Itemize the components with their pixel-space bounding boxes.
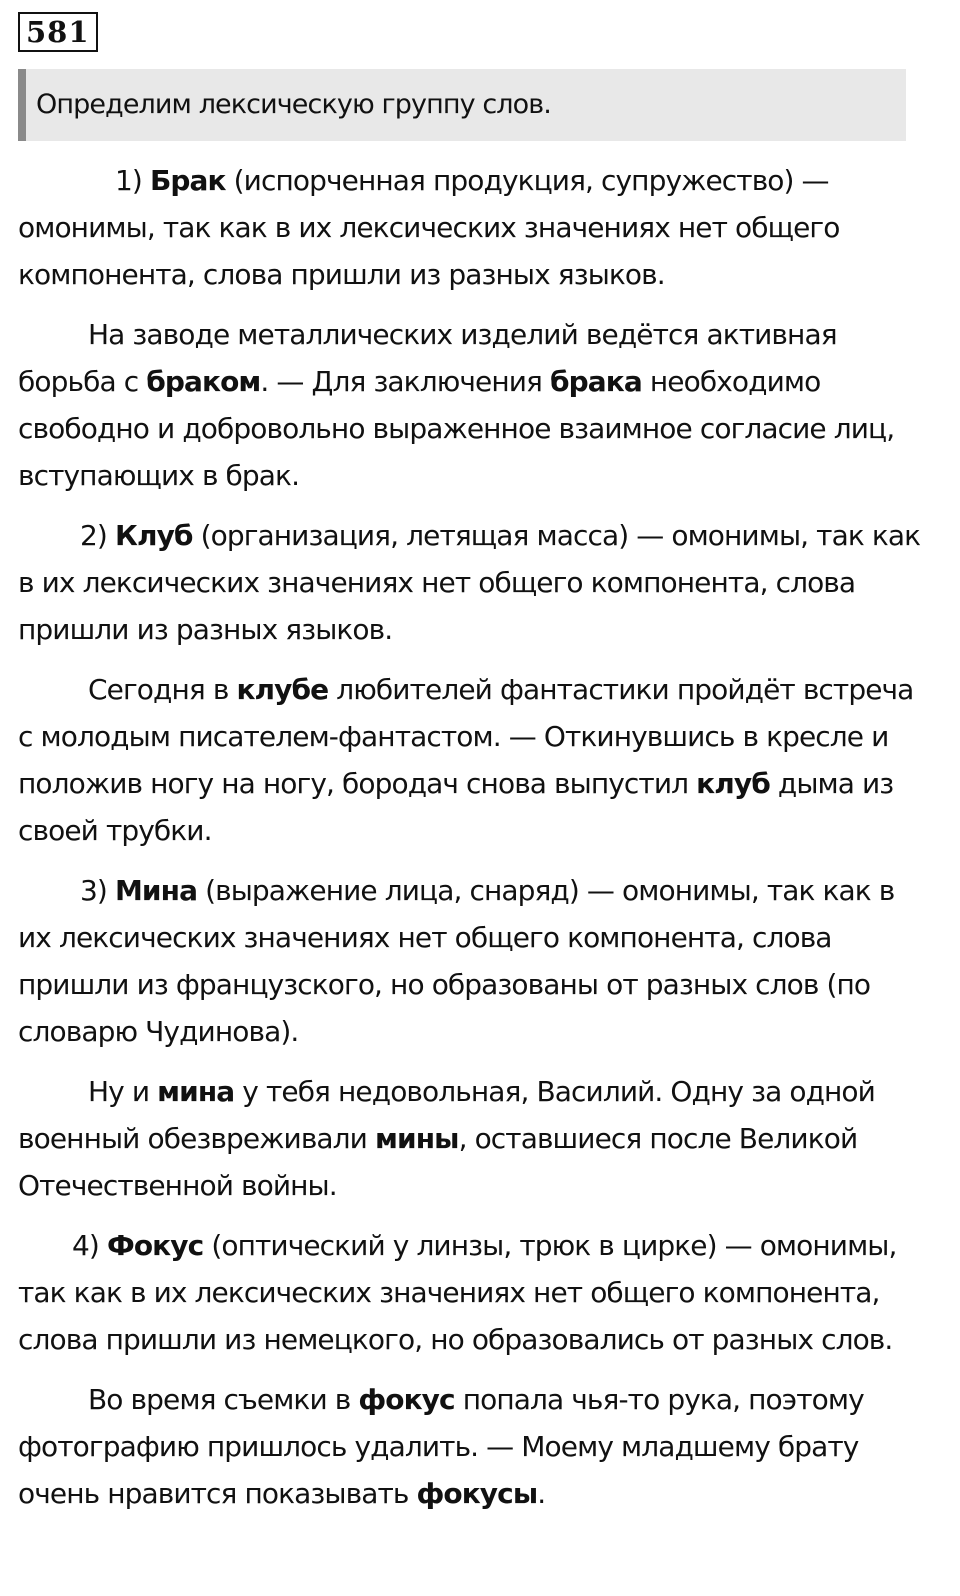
term-word: Фокус: [106, 1229, 204, 1262]
term-word: Клуб: [114, 519, 193, 552]
example-text: попала чья-то рука, поэтому фотографию пришлось удалить. — Моему младшему брату очень нравится показывать: [18, 1383, 864, 1510]
example-text: Во время съемки в: [88, 1383, 359, 1416]
example-1: [18, 311, 923, 499]
highlighted-word: фокусы: [416, 1477, 538, 1510]
definition-text: (выражение лица, снаряд) — омонимы, так как в их лексических значениях нет общего компонента, слова пришли из французского, но образованы от разных слов (по словарю Чудинова).: [18, 874, 895, 1048]
highlighted-word: мина: [157, 1075, 235, 1108]
example-text: , оставшиеся после Великой Отечественной войны.: [18, 1122, 858, 1202]
example-text: На заводе металлических изделий ведётся активная борьба с: [18, 318, 837, 398]
highlighted-word: мины: [374, 1122, 459, 1155]
definition-2: [18, 512, 923, 653]
definition-text: (испорченная продукция, супружество) — омонимы, так как в их лексических значениях нет общего компонента, слова пришли из разных языков.: [18, 164, 840, 291]
answer-content: [18, 157, 923, 1530]
definition-text: (организация, летящая масса) — омонимы, так как в их лексических значениях нет общего компонента, слова пришли из разных языков.: [18, 519, 921, 646]
definition-text: (оптический у линзы, трюк в цирке) — омонимы, так как в их лексических значениях нет общего компонента, слова пришли из немецкого, но образовались от разных слов.: [18, 1229, 897, 1356]
example-3: [18, 1068, 923, 1209]
example-text: у тебя недовольная, Василий. Одну за одной военный обезвреживали: [18, 1075, 875, 1155]
example-text: Ну и: [88, 1075, 158, 1108]
definition-3: [18, 867, 923, 1055]
task-text: Определим лексическую группу слов.: [36, 89, 551, 120]
term-word: Мина: [114, 874, 198, 907]
highlighted-word: клуб: [696, 767, 770, 800]
task-box: [18, 69, 906, 141]
item-index: 1): [115, 164, 142, 197]
item-index: 2): [80, 519, 107, 552]
highlighted-word: фокус: [358, 1383, 455, 1416]
example-4: [18, 1376, 923, 1517]
example-text: .: [537, 1477, 546, 1510]
example-text: любителей фантастики пройдёт встреча с молодым писателем-фантастом. — Откинувшись в кресле и положив ногу на ногу, бородач снова выпустил: [18, 673, 914, 800]
definition-4: [18, 1222, 923, 1363]
example-text: дыма из своей трубки.: [18, 767, 894, 847]
item-index: 3): [80, 874, 107, 907]
example-2: [18, 666, 923, 854]
highlighted-word: клубе: [236, 673, 329, 706]
example-text: Сегодня в: [88, 673, 237, 706]
item-index: 4): [72, 1229, 99, 1262]
term-word: Брак: [149, 164, 226, 197]
highlighted-word: браком: [146, 365, 261, 398]
example-text: . — Для заключения: [260, 365, 550, 398]
exercise-number: 581: [18, 12, 98, 52]
highlighted-word: брака: [549, 365, 642, 398]
example-text: необходимо свободно и добровольно выраженное взаимное согласие лиц, вступающих в брак.: [18, 365, 895, 492]
definition-1: [18, 157, 923, 298]
